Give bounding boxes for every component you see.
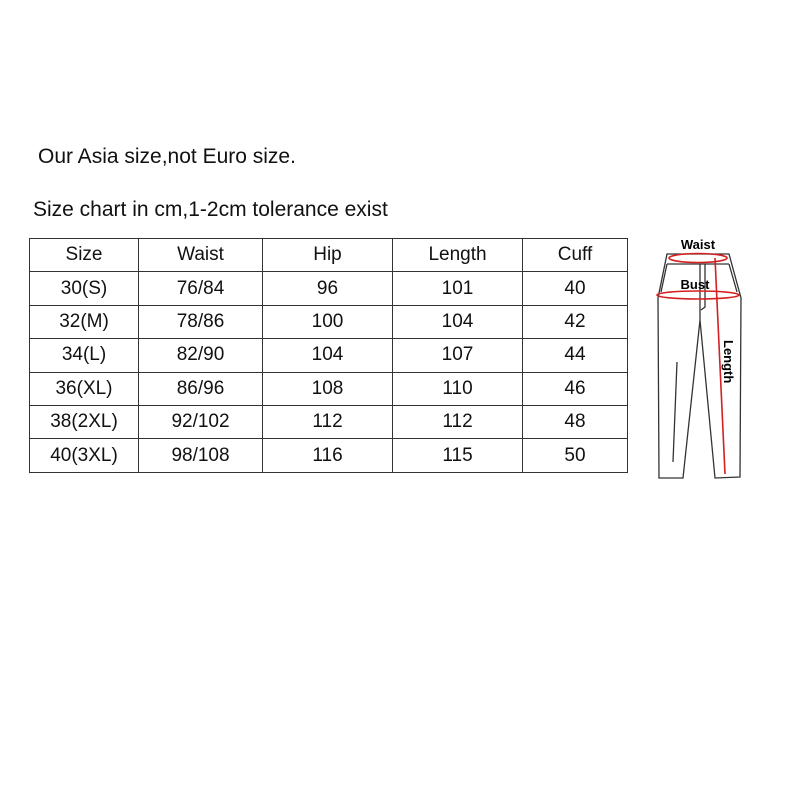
cell: 44 bbox=[523, 339, 628, 372]
bust-measure-line bbox=[657, 291, 739, 299]
cell: 34(L) bbox=[30, 339, 139, 372]
cell: 40(3XL) bbox=[30, 439, 139, 472]
cell: 40 bbox=[523, 272, 628, 305]
cell: 32(M) bbox=[30, 305, 139, 338]
cell: 50 bbox=[523, 439, 628, 472]
table-row bbox=[30, 372, 628, 405]
table-row bbox=[30, 305, 628, 338]
cell: 112 bbox=[263, 405, 393, 438]
cell: 108 bbox=[263, 372, 393, 405]
cell: 30(S) bbox=[30, 272, 139, 305]
waist-measure-line bbox=[669, 254, 727, 263]
table-row bbox=[30, 339, 628, 372]
cell: 78/86 bbox=[139, 305, 263, 338]
table-header-row bbox=[30, 239, 628, 272]
waist-label: Waist bbox=[680, 237, 716, 252]
cell: 101 bbox=[393, 272, 523, 305]
header-hip: Hip bbox=[263, 239, 393, 272]
cell: 107 bbox=[393, 339, 523, 372]
cell: 112 bbox=[393, 405, 523, 438]
cell: 76/84 bbox=[139, 272, 263, 305]
cell: 98/108 bbox=[139, 439, 263, 472]
cell: 46 bbox=[523, 372, 628, 405]
cell: 100 bbox=[263, 305, 393, 338]
length-label: Length bbox=[721, 340, 736, 384]
cell: 48 bbox=[523, 405, 628, 438]
size-chart-table bbox=[29, 238, 628, 473]
cell: 86/96 bbox=[139, 372, 263, 405]
header-length: Length bbox=[393, 239, 523, 272]
table-row bbox=[30, 405, 628, 438]
cell: 82/90 bbox=[139, 339, 263, 372]
cell: 104 bbox=[263, 339, 393, 372]
tolerance-note: Size chart in cm,1-2cm tolerance exist bbox=[33, 198, 388, 221]
header-size: Size bbox=[30, 239, 139, 272]
cell: 42 bbox=[523, 305, 628, 338]
cell: 38(2XL) bbox=[30, 405, 139, 438]
cell: 36(XL) bbox=[30, 372, 139, 405]
header-cuff: Cuff bbox=[523, 239, 628, 272]
cell: 104 bbox=[393, 305, 523, 338]
asia-size-note: Our Asia size,not Euro size. bbox=[38, 145, 296, 168]
cell: 116 bbox=[263, 439, 393, 472]
cell: 92/102 bbox=[139, 405, 263, 438]
header-waist: Waist bbox=[139, 239, 263, 272]
bust-label: Bust bbox=[680, 277, 710, 292]
table-row bbox=[30, 439, 628, 472]
cell: 115 bbox=[393, 439, 523, 472]
cell: 96 bbox=[263, 272, 393, 305]
table-row bbox=[30, 272, 628, 305]
pants-measurement-diagram bbox=[645, 232, 755, 487]
cell: 110 bbox=[393, 372, 523, 405]
